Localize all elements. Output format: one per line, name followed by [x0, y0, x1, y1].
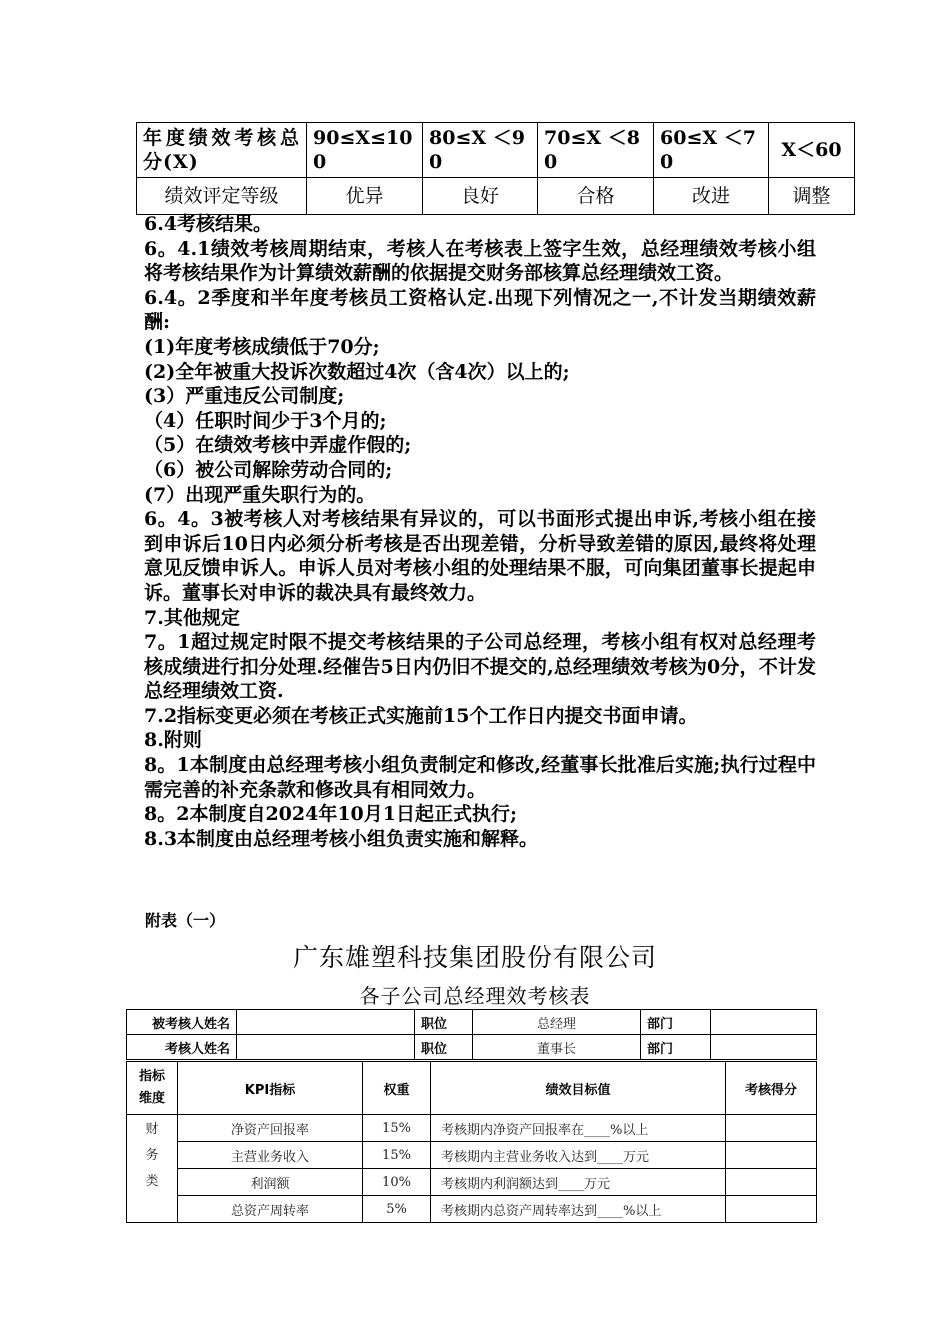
section-heading: 6.4考核结果。 — [144, 213, 273, 235]
kpi-score-field[interactable] — [726, 1115, 817, 1142]
appraiser-department-field[interactable] — [711, 1035, 817, 1060]
kpi-weight: 10% — [363, 1169, 431, 1196]
score-header: 考核得分 — [726, 1062, 817, 1115]
score-range-cell: 70≤X ＜80 — [538, 123, 654, 178]
appraisee-name-field[interactable] — [237, 1010, 415, 1035]
kpi-header: KPI指标 — [178, 1062, 363, 1115]
list-item: (3）严重违反公司制度; — [144, 385, 345, 408]
appraiser-name-field[interactable] — [237, 1035, 415, 1060]
kpi-table — [126, 1061, 817, 1223]
kpi-row — [127, 1115, 817, 1142]
appraisee-department-field[interactable] — [711, 1010, 817, 1035]
dimension-header: 指标 维度 — [127, 1062, 178, 1115]
kpi-name: 利润额 — [178, 1169, 363, 1196]
appraisee-name-label: 被考核人姓名 — [127, 1010, 237, 1035]
grade-header: 绩效评定等级 — [137, 178, 307, 215]
kpi-name: 净资产回报率 — [178, 1115, 363, 1142]
paragraph: 7.2指标变更必须在考核正式实施前15个工作日内提交书面申请。 — [144, 704, 698, 727]
kpi-weight: 15% — [363, 1115, 431, 1142]
position-label: 职位 — [415, 1010, 473, 1035]
kpi-row — [127, 1142, 817, 1169]
score-range-cell: 80≤X ＜90 — [423, 123, 538, 178]
section-heading: 7.其他规定 — [144, 606, 240, 629]
list-item: （6）被公司解除劳动合同的; — [144, 458, 393, 481]
kpi-target: 考核期内净资产回报率在____%以上 — [431, 1115, 726, 1142]
kpi-score-field[interactable] — [726, 1169, 817, 1196]
weight-header: 权重 — [363, 1062, 431, 1115]
grade-table — [136, 122, 855, 215]
list-item: （5）在绩效考核中弄虚作假的; — [144, 434, 412, 457]
section-heading: 8.附则 — [144, 729, 202, 752]
kpi-weight: 15% — [363, 1142, 431, 1169]
grade-cell: 调整 — [769, 178, 855, 215]
kpi-name: 总资产周转率 — [178, 1196, 363, 1223]
score-range-cell: 60≤X ＜70 — [654, 123, 769, 178]
department-label: 部门 — [641, 1010, 711, 1035]
kpi-row — [127, 1169, 817, 1196]
grade-table-header-row — [137, 123, 855, 178]
appraiser-name-label: 考核人姓名 — [127, 1035, 237, 1060]
paragraph: 8.3本制度由总经理考核小组负责实施和解释。 — [144, 827, 539, 850]
attachment-label: 附表（一） — [145, 911, 226, 930]
kpi-score-field[interactable] — [726, 1196, 817, 1223]
kpi-name: 主营业务收入 — [178, 1142, 363, 1169]
paragraph: 6.4。2季度和半年度考核员工资格认定.出现下列情况之一,不计发当期绩效薪酬: — [144, 286, 816, 334]
grade-cell: 合格 — [538, 178, 654, 215]
kpi-weight: 5% — [363, 1196, 431, 1223]
paragraph: 8。2本制度自2024年10月1日起正式执行; — [144, 803, 517, 826]
list-item: （4）任职时间少于3个月的; — [144, 409, 387, 432]
kpi-target: 考核期内总资产周转率达到____%以上 — [431, 1196, 726, 1223]
appraiser-row — [127, 1035, 817, 1060]
paragraph: 7。1超过规定时限不提交考核结果的子公司总经理，考核小组有权对总经理考核成绩进行扣分处理.经催告5日内仍旧不提交的,总经理绩效考核为0分，不计发总经理绩效工资. — [144, 631, 816, 703]
form-title: 各子公司总经理效考核表 — [359, 984, 591, 1008]
paragraph: 6。4.1绩效考核周期结束，考核人在考核表上签字生效，总经理绩效考核小组将考核结果作为计算绩效薪酬的依据提交财务部核算总经理绩效工资。 — [144, 237, 816, 285]
paragraph: 6。4。3被考核人对考核结果有异议的，可以书面形式提出申诉,考核小组在接到申诉后10日内必须分析考核是否出现差错，分析导致差错的原因,最终将处理意见反馈申诉人。申诉人员对考核小组的处理结果不服，可向集团董事长提起申诉。董事长对申诉的裁决具有最终效力。 — [144, 508, 816, 604]
grade-cell: 优异 — [307, 178, 423, 215]
appraiser-position: 董事长 — [473, 1035, 641, 1060]
form-header-table — [126, 1009, 817, 1060]
grade-cell: 良好 — [423, 178, 538, 215]
list-item: (7）出现严重失职行为的。 — [144, 483, 376, 506]
appraisee-row — [127, 1010, 817, 1035]
kpi-row — [127, 1196, 817, 1223]
score-range-cell: X＜60 — [769, 123, 855, 178]
kpi-score-field[interactable] — [726, 1142, 817, 1169]
list-item: (2)全年被重大投诉次数超过4次（含4次）以上的; — [144, 360, 570, 383]
document-body — [144, 212, 816, 851]
finance-dimension-cell: 财 务 类 — [127, 1115, 178, 1223]
grade-cell: 改进 — [654, 178, 769, 215]
position-label: 职位 — [415, 1035, 473, 1060]
grade-table-grade-row — [137, 178, 855, 215]
kpi-header-row — [127, 1062, 817, 1115]
appraisee-position: 总经理 — [473, 1010, 641, 1035]
list-item: (1)年度考核成绩低于70分; — [144, 335, 380, 358]
kpi-target: 考核期内主营业务收入达到____万元 — [431, 1142, 726, 1169]
score-range-cell: 90≤X≤100 — [307, 123, 423, 178]
score-range-header: 年度绩效考核总分(X) — [137, 123, 307, 178]
kpi-target: 考核期内利润额达到____万元 — [431, 1169, 726, 1196]
department-label: 部门 — [641, 1035, 711, 1060]
target-header: 绩效目标值 — [431, 1062, 726, 1115]
company-name: 广东雄塑科技集团股份有限公司 — [292, 943, 657, 972]
paragraph: 8。1本制度由总经理考核小组负责制定和修改,经董事长批准后实施;执行过程中需完善的补充条款和修改具有相同效力。 — [144, 754, 816, 801]
